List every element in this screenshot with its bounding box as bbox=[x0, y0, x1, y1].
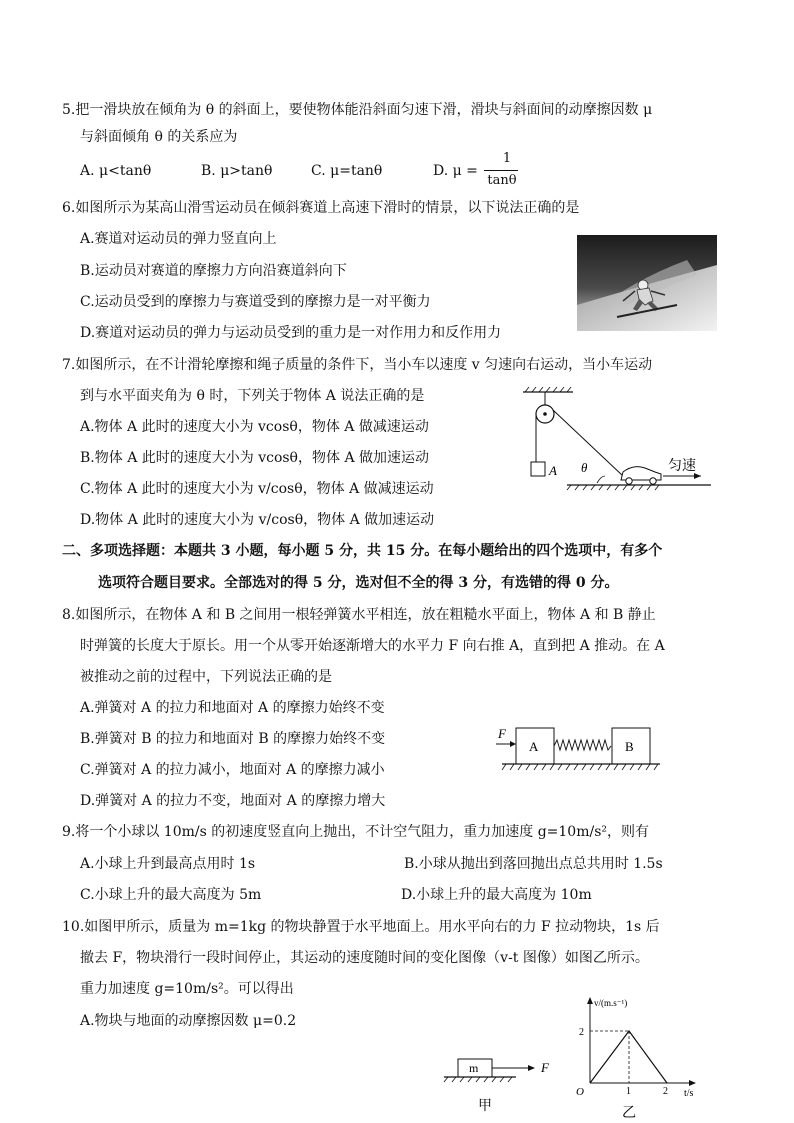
graph-origin-label: O bbox=[576, 1086, 584, 1098]
skier-photo bbox=[577, 235, 717, 331]
q8-stem-line1: 8.如图所示，在物体 A 和 B 之间用一根轻弹簧水平相连，放在粗糙水平面上，物体 A 和 B 静止 bbox=[62, 607, 656, 623]
block-b-label: B bbox=[625, 739, 634, 754]
q5-option-b: B. μ>tanθ bbox=[201, 163, 273, 179]
q5-option-d-prefix: D. μ = bbox=[433, 163, 478, 179]
vt-curve bbox=[590, 1031, 667, 1083]
q10-stem-line1: 10.如图甲所示，质量为 m=1kg 的物块静置于水平地面上。用水平向右的力 F 拉动物块，1s 后 bbox=[62, 919, 660, 935]
q10-stem-line2: 撤去 F，物块滑行一段时间停止，其运动的速度随时间的变化图像（v-t 图像）如图乙所示。 bbox=[80, 950, 649, 966]
graph-x-tick-1: 1 bbox=[626, 1086, 631, 1097]
q7-stem-line2: 到与水平面夹角为 θ 时，下列关于物体 A 说法正确的是 bbox=[80, 388, 425, 404]
q5-option-a: A. μ<tanθ bbox=[80, 163, 152, 179]
q9-option-b: B.小球从抛出到落回抛出点总共用时 1.5s bbox=[404, 856, 663, 872]
q9-option-a: A.小球上升到最高点用时 1s bbox=[80, 856, 256, 872]
uniform-label: 匀速 bbox=[668, 459, 696, 474]
q7-stem-line1: 7.如图所示，在不计滑轮摩擦和绳子质量的条件下，当小车以速度 v 匀速向右运动，当小车运动 bbox=[62, 357, 653, 373]
q6-option-c: C.运动员受到的摩擦力与赛道受到的摩擦力是一对平衡力 bbox=[80, 294, 431, 310]
q9-stem: 9.将一个小球以 10m/s 的初速度竖直向上抛出，不计空气阻力，重力加速度 g=10m/s²，则有 bbox=[62, 824, 649, 840]
q10-option-a: A.物块与地面的动摩擦因数 μ=0.2 bbox=[80, 1013, 297, 1029]
q9-option-c: C.小球上升的最大高度为 5m bbox=[80, 887, 262, 903]
vt-graph bbox=[574, 993, 704, 1121]
q5-fraction-bar bbox=[484, 170, 518, 171]
q8-option-d: D.弹簧对 A 的拉力不变，地面对 A 的摩擦力增大 bbox=[80, 793, 386, 809]
q8-stem-line2: 时弹簧的长度大于原长。用一个从零开始逐渐增大的水平力 F 向右推 A，直到把 A 推动。在 A bbox=[80, 638, 665, 654]
mass-m-label: m bbox=[469, 1061, 479, 1075]
graph-x-axis-label: t/s bbox=[684, 1088, 694, 1099]
spring-icon bbox=[554, 740, 611, 750]
block-pull-figure bbox=[440, 1055, 560, 1117]
q7-option-d: D.物体 A 此时的速度大小为 v/cosθ，物体 A 做加速运动 bbox=[80, 512, 435, 528]
q8-stem-line3: 被推动之前的过程中，下列说法正确的是 bbox=[80, 669, 332, 685]
force-f-label: F bbox=[498, 726, 506, 741]
section2-line2: 选项符合题目要求。全部选对的得 5 分，选对但不全的得 3 分，有选错的得 0 分。 bbox=[98, 575, 619, 591]
q5-stem-line2: 与斜面倾角 θ 的关系应为 bbox=[80, 129, 238, 145]
section2-line1: 二、多项选择题：本题共 3 小题，每小题 5 分，共 15 分。在每小题给出的四个选项中，有多个 bbox=[62, 543, 663, 559]
q5-option-c: C. μ=tanθ bbox=[311, 163, 383, 179]
q5-option-d-denominator: tanθ bbox=[487, 173, 517, 188]
pulley-car-figure bbox=[515, 384, 715, 496]
q6-stem: 6.如图所示为某高山滑雪运动员在倾斜赛道上高速下滑时的情景，以下说法正确的是 bbox=[62, 200, 580, 216]
graph-y-tick-2: 2 bbox=[579, 1027, 584, 1038]
graph-y-axis-label: v/(m.s⁻¹) bbox=[594, 998, 628, 1008]
q7-option-b: B.物体 A 此时的速度大小为 vcosθ，物体 A 做加速运动 bbox=[80, 450, 430, 466]
theta-label: θ bbox=[581, 460, 588, 475]
q6-option-d: D.赛道对运动员的弹力与运动员受到的重力是一对作用力和反作用力 bbox=[80, 325, 502, 341]
block-a-label: A bbox=[549, 463, 557, 478]
q6-option-b: B.运动员对赛道的摩擦力方向沿赛道斜向下 bbox=[80, 263, 347, 279]
q8-option-b: B.弹簧对 B 的拉力和地面对 B 的摩擦力始终不变 bbox=[80, 731, 386, 747]
q6-option-a: A.赛道对运动员的弹力竖直向上 bbox=[80, 231, 277, 247]
figure-jia-caption: 甲 bbox=[478, 1099, 492, 1114]
q7-option-a: A.物体 A 此时的速度大小为 vcosθ，物体 A 做减速运动 bbox=[80, 419, 429, 435]
q8-option-a: A.弹簧对 A 的拉力和地面对 A 的摩擦力始终不变 bbox=[80, 700, 385, 716]
q8-option-c: C.弹簧对 A 的拉力减小，地面对 A 的摩擦力减小 bbox=[80, 762, 385, 778]
q5-stem-line1: 5.把一滑块放在倾角为 θ 的斜面上，要使物体能沿斜面匀速下滑，滑块与斜面间的动摩擦因数 μ bbox=[62, 102, 653, 118]
figure-yi-caption: 乙 bbox=[622, 1106, 636, 1121]
force-f-label: F bbox=[541, 1060, 549, 1075]
q5-option-d-numerator: 1 bbox=[502, 151, 512, 166]
graph-x-tick-2: 2 bbox=[663, 1086, 668, 1097]
block-a-label: A bbox=[529, 739, 539, 754]
spring-blocks-figure bbox=[494, 720, 664, 776]
q9-option-d: D.小球上升的最大高度为 10m bbox=[401, 887, 592, 903]
q7-option-c: C.物体 A 此时的速度大小为 v/cosθ，物体 A 做减速运动 bbox=[80, 481, 434, 497]
q10-stem-line3: 重力加速度 g=10m/s²。可以得出 bbox=[80, 981, 294, 997]
